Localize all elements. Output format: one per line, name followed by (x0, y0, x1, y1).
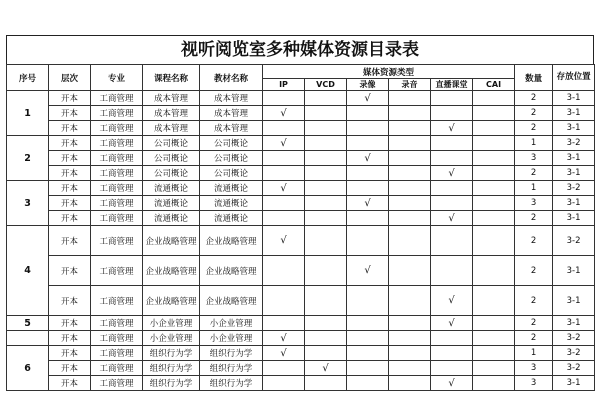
row-media-cell (305, 196, 347, 211)
row-media-cell (473, 91, 515, 106)
check-mark: √ (347, 256, 389, 286)
page-title: 视听阅览室多种媒体资源目录表 (6, 35, 594, 64)
row-location: 3-1 (553, 196, 595, 211)
check-mark: √ (263, 181, 305, 196)
header-media-cai: CAI (473, 79, 515, 91)
row-major: 工商管理 (91, 136, 143, 151)
table-row (7, 256, 595, 286)
check-mark: √ (263, 331, 305, 346)
table-row (7, 91, 595, 106)
row-media-cell (389, 316, 431, 331)
row-qty: 1 (515, 136, 553, 151)
row-level: 开本 (49, 256, 91, 286)
row-media-cell (347, 376, 389, 391)
row-level: 开本 (49, 91, 91, 106)
row-media-cell (305, 121, 347, 136)
row-media-cell (347, 181, 389, 196)
row-qty: 2 (515, 106, 553, 121)
row-level: 开本 (49, 211, 91, 226)
row-course: 组织行为学 (143, 376, 200, 391)
row-level: 开本 (49, 226, 91, 256)
check-mark: √ (431, 121, 473, 136)
row-media-cell (431, 256, 473, 286)
table-row (7, 226, 595, 256)
row-course: 企业战略管理 (143, 256, 200, 286)
header-media-audio: 录音 (389, 79, 431, 91)
header-media-ip: IP (263, 79, 305, 91)
row-media-cell (389, 181, 431, 196)
row-textbook: 组织行为学 (200, 376, 263, 391)
row-location: 3-2 (553, 181, 595, 196)
row-location: 3-2 (553, 331, 595, 346)
row-media-cell (473, 121, 515, 136)
row-textbook: 流通概论 (200, 196, 263, 211)
row-course: 流通概论 (143, 196, 200, 211)
row-media-cell (473, 166, 515, 181)
row-level: 开本 (49, 361, 91, 376)
row-level: 开本 (49, 166, 91, 181)
row-textbook: 组织行为学 (200, 346, 263, 361)
row-media-cell (389, 346, 431, 361)
row-textbook: 公司概论 (200, 136, 263, 151)
header-level: 层次 (49, 65, 91, 91)
row-level: 开本 (49, 376, 91, 391)
row-seq: 5 (7, 316, 49, 331)
row-qty: 3 (515, 196, 553, 211)
row-location: 3-1 (553, 286, 595, 316)
row-media-cell (431, 136, 473, 151)
row-media-cell (389, 166, 431, 181)
row-media-cell (431, 181, 473, 196)
row-qty: 2 (515, 226, 553, 256)
row-course: 流通概论 (143, 181, 200, 196)
row-major: 工商管理 (91, 211, 143, 226)
row-media-cell (263, 316, 305, 331)
row-major: 工商管理 (91, 316, 143, 331)
row-qty: 2 (515, 286, 553, 316)
row-level: 开本 (49, 316, 91, 331)
row-media-cell (389, 226, 431, 256)
row-media-cell (431, 196, 473, 211)
row-seq (7, 331, 49, 346)
row-location: 3-1 (553, 106, 595, 121)
row-media-cell (305, 211, 347, 226)
row-level: 开本 (49, 196, 91, 211)
row-media-cell (305, 106, 347, 121)
row-media-cell (263, 91, 305, 106)
row-textbook: 成本管理 (200, 106, 263, 121)
row-course: 成本管理 (143, 121, 200, 136)
row-media-cell (431, 91, 473, 106)
row-major: 工商管理 (91, 256, 143, 286)
row-course: 企业战略管理 (143, 226, 200, 256)
row-major: 工商管理 (91, 331, 143, 346)
table-row (7, 286, 595, 316)
row-location: 3-1 (553, 166, 595, 181)
row-location: 3-1 (553, 211, 595, 226)
table-row (7, 181, 595, 196)
row-location: 3-1 (553, 91, 595, 106)
row-media-cell (473, 196, 515, 211)
row-course: 组织行为学 (143, 361, 200, 376)
row-media-cell (389, 151, 431, 166)
row-level: 开本 (49, 151, 91, 166)
check-mark: √ (263, 346, 305, 361)
row-media-cell (389, 256, 431, 286)
row-media-cell (473, 256, 515, 286)
check-mark: √ (431, 166, 473, 181)
row-major: 工商管理 (91, 226, 143, 256)
row-media-cell (389, 286, 431, 316)
row-media-cell (263, 286, 305, 316)
row-textbook: 组织行为学 (200, 361, 263, 376)
row-media-cell (473, 181, 515, 196)
row-course: 成本管理 (143, 91, 200, 106)
row-qty: 2 (515, 91, 553, 106)
row-textbook: 公司概论 (200, 151, 263, 166)
row-course: 公司概论 (143, 166, 200, 181)
row-media-cell (305, 181, 347, 196)
check-mark: √ (431, 286, 473, 316)
row-qty: 1 (515, 181, 553, 196)
row-qty: 2 (515, 211, 553, 226)
row-qty: 2 (515, 166, 553, 181)
row-media-cell (389, 196, 431, 211)
row-media-cell (347, 121, 389, 136)
row-media-cell (263, 196, 305, 211)
row-media-cell (389, 136, 431, 151)
row-media-cell (473, 136, 515, 151)
row-level: 开本 (49, 286, 91, 316)
row-location: 3-2 (553, 361, 595, 376)
row-media-cell (305, 226, 347, 256)
row-location: 3-2 (553, 226, 595, 256)
row-media-cell (431, 361, 473, 376)
check-mark: √ (347, 196, 389, 211)
row-media-cell (431, 226, 473, 256)
row-seq: 3 (7, 181, 49, 226)
row-level: 开本 (49, 181, 91, 196)
table-row (7, 166, 595, 181)
row-media-cell (473, 376, 515, 391)
row-media-cell (347, 361, 389, 376)
row-media-cell (347, 286, 389, 316)
row-media-cell (473, 286, 515, 316)
row-course: 组织行为学 (143, 346, 200, 361)
row-media-cell (473, 331, 515, 346)
row-media-cell (473, 211, 515, 226)
row-media-cell (347, 136, 389, 151)
row-major: 工商管理 (91, 196, 143, 211)
row-media-cell (389, 376, 431, 391)
header-qty: 数量 (515, 65, 553, 91)
row-major: 工商管理 (91, 151, 143, 166)
row-major: 工商管理 (91, 361, 143, 376)
row-media-cell (389, 91, 431, 106)
table-row (7, 151, 595, 166)
row-course: 小企业管理 (143, 316, 200, 331)
table-row (7, 211, 595, 226)
row-media-cell (347, 211, 389, 226)
row-media-cell (305, 286, 347, 316)
row-media-cell (305, 136, 347, 151)
row-major: 工商管理 (91, 346, 143, 361)
row-major: 工商管理 (91, 121, 143, 136)
row-media-cell (431, 106, 473, 121)
row-media-cell (473, 316, 515, 331)
row-textbook: 企业战略管理 (200, 226, 263, 256)
table-row (7, 346, 595, 361)
row-media-cell (263, 121, 305, 136)
row-major: 工商管理 (91, 181, 143, 196)
row-location: 3-1 (553, 121, 595, 136)
header-media-video: 录像 (347, 79, 389, 91)
row-level: 开本 (49, 106, 91, 121)
row-media-cell (389, 121, 431, 136)
row-media-cell (263, 211, 305, 226)
row-media-cell (389, 106, 431, 121)
table-row (7, 331, 595, 346)
row-media-cell (473, 106, 515, 121)
table-row (7, 376, 595, 391)
check-mark: √ (347, 91, 389, 106)
catalog-body (7, 91, 595, 391)
row-level: 开本 (49, 331, 91, 346)
header-media-vcd: VCD (305, 79, 347, 91)
row-media-cell (473, 226, 515, 256)
row-textbook: 公司概论 (200, 166, 263, 181)
header-course: 课程名称 (143, 65, 200, 91)
row-qty: 3 (515, 361, 553, 376)
check-mark: √ (347, 151, 389, 166)
row-qty: 3 (515, 151, 553, 166)
table-row (7, 136, 595, 151)
row-media-cell (347, 346, 389, 361)
row-textbook: 成本管理 (200, 121, 263, 136)
table-row (7, 316, 595, 331)
row-media-cell (305, 256, 347, 286)
row-seq: 4 (7, 226, 49, 316)
row-textbook: 小企业管理 (200, 331, 263, 346)
table-row (7, 106, 595, 121)
row-media-cell (389, 211, 431, 226)
row-textbook: 企业战略管理 (200, 286, 263, 316)
row-media-cell (263, 361, 305, 376)
check-mark: √ (263, 136, 305, 151)
row-media-cell (305, 376, 347, 391)
check-mark: √ (431, 376, 473, 391)
row-course: 公司概论 (143, 151, 200, 166)
row-media-cell (473, 346, 515, 361)
row-media-cell (305, 331, 347, 346)
check-mark: √ (431, 211, 473, 226)
row-qty: 2 (515, 331, 553, 346)
row-major: 工商管理 (91, 166, 143, 181)
table-row (7, 361, 595, 376)
row-textbook: 流通概论 (200, 181, 263, 196)
row-major: 工商管理 (91, 286, 143, 316)
row-media-cell (431, 151, 473, 166)
row-media-cell (305, 91, 347, 106)
row-media-cell (347, 226, 389, 256)
row-media-cell (473, 151, 515, 166)
row-qty: 2 (515, 316, 553, 331)
row-media-cell (263, 376, 305, 391)
header-media-group: 媒体资源类型 (263, 65, 515, 79)
row-media-cell (431, 346, 473, 361)
row-location: 3-1 (553, 256, 595, 286)
row-textbook: 流通概论 (200, 211, 263, 226)
row-textbook: 小企业管理 (200, 316, 263, 331)
row-seq: 1 (7, 91, 49, 136)
row-media-cell (431, 331, 473, 346)
header-seq: 序号 (7, 65, 49, 91)
row-course: 企业战略管理 (143, 286, 200, 316)
row-media-cell (347, 106, 389, 121)
row-qty: 3 (515, 376, 553, 391)
row-media-cell (347, 166, 389, 181)
row-location: 3-1 (553, 316, 595, 331)
row-media-cell (347, 331, 389, 346)
header-major: 专业 (91, 65, 143, 91)
check-mark: √ (263, 226, 305, 256)
check-mark: √ (263, 106, 305, 121)
row-media-cell (263, 256, 305, 286)
row-media-cell (305, 316, 347, 331)
check-mark: √ (305, 361, 347, 376)
row-level: 开本 (49, 136, 91, 151)
catalog-table (6, 64, 595, 391)
row-location: 3-1 (553, 376, 595, 391)
row-media-cell (305, 346, 347, 361)
header-location: 存放位置 (553, 65, 595, 91)
row-major: 工商管理 (91, 91, 143, 106)
row-course: 成本管理 (143, 106, 200, 121)
row-seq: 6 (7, 346, 49, 391)
row-level: 开本 (49, 121, 91, 136)
row-level: 开本 (49, 346, 91, 361)
row-media-cell (263, 151, 305, 166)
row-media-cell (305, 166, 347, 181)
header-media-live: 直播课堂 (431, 79, 473, 91)
row-media-cell (347, 316, 389, 331)
row-qty: 2 (515, 121, 553, 136)
row-major: 工商管理 (91, 106, 143, 121)
row-course: 小企业管理 (143, 331, 200, 346)
row-media-cell (389, 331, 431, 346)
row-textbook: 企业战略管理 (200, 256, 263, 286)
row-location: 3-1 (553, 151, 595, 166)
row-location: 3-2 (553, 136, 595, 151)
table-row (7, 121, 595, 136)
table-row (7, 196, 595, 211)
row-course: 流通概论 (143, 211, 200, 226)
check-mark: √ (431, 316, 473, 331)
row-media-cell (473, 361, 515, 376)
row-major: 工商管理 (91, 376, 143, 391)
row-media-cell (389, 361, 431, 376)
row-qty: 1 (515, 346, 553, 361)
row-media-cell (263, 166, 305, 181)
row-location: 3-2 (553, 346, 595, 361)
row-course: 公司概论 (143, 136, 200, 151)
row-qty: 2 (515, 256, 553, 286)
row-media-cell (305, 151, 347, 166)
row-seq: 2 (7, 136, 49, 181)
header-textbook: 教材名称 (200, 65, 263, 91)
row-textbook: 成本管理 (200, 91, 263, 106)
